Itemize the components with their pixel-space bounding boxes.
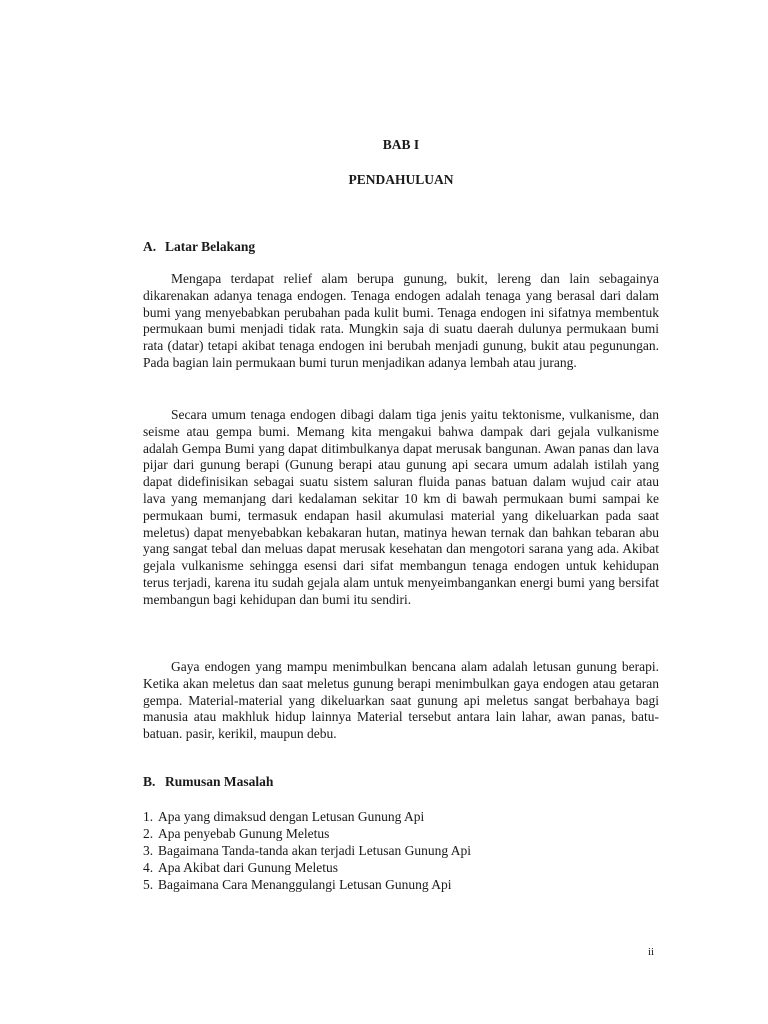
chapter-title: PENDAHULUAN — [348, 172, 454, 187]
list-text: Bagaimana Tanda-tanda akan terjadi Letusan Gunung Api — [158, 843, 471, 858]
list-text: Apa yang dimaksud dengan Letusan Gunung Api — [158, 809, 425, 824]
list-item — [143, 859, 659, 876]
list-number: 4. — [143, 860, 154, 875]
paragraph: Secara umum tenaga endogen dibagi dalam tiga jenis yaitu tektonisme, vulkanisme, dan seisme atau gempa bumi. Memang kita mengakui bahwa dampak dari gejala vulkanisme adalah Gempa Bumi yang dapat ditimbulkanya dapat merusak bangunan. Awan panas dan lava pijar dari gunung berapi (Gunung berapi atau gunung api secara umum adalah istilah yang dapat didefinisikan sebagai suatu sistem saluran fluida panas batuan dalam wujud cair atau lava yang memanjang dari kedalaman sekitar 10 km di bawah permukaan bumi sampai ke permukaan bumi, termasuk endapan hasil akumulasi material yang dikeluarkan pada saat meletus) dapat menyebabkan kebakaran hutan, matinya hewan ternak dan bahkan tebaran abu yang sangat tebal dan meluas dapat merusak kesehatan dan mengotori sarana yang ada. Akibat gejala vulkanisme sehingga esensi dari sifat membangun tenaga endogen untuk kehidupan terus terjadi, karena itu sudah gejala alam untuk menyeimbangankan energi bumi yang bersifat membangun bagi kehidupan dan bumi itu sendiri. — [143, 407, 659, 607]
list-number: 5. — [143, 877, 154, 892]
list-number: 2. — [143, 826, 154, 841]
section-title: Latar Belakang — [165, 239, 256, 254]
list-number: 1. — [143, 809, 154, 824]
section-letter: A. — [143, 239, 157, 254]
problem-list — [143, 808, 659, 893]
chapter-number: BAB I — [382, 137, 420, 152]
list-text: Bagaimana Cara Menanggulangi Letusan Gunung Api — [158, 877, 452, 892]
section-letter: B. — [143, 774, 156, 789]
list-item — [143, 842, 659, 859]
section-title: Rumusan Masalah — [165, 774, 274, 789]
list-text: Apa Akibat dari Gunung Meletus — [158, 860, 338, 875]
paragraph: Gaya endogen yang mampu menimbulkan bencana alam adalah letusan gunung berapi. Ketika akan meletus dan saat meletus gunung berapi menimbulkan gaya endogen atau getaran gempa. Material-material yang dikeluarkan saat gunung api meletus sangat berbahaya bagi manusia atau makhluk hidup lainnya Material tersebut antara lain lahar, awan panas, batu-batuan. pasir, kerikil, maupun debu. — [143, 659, 659, 742]
list-text: Apa penyebab Gunung Meletus — [158, 826, 330, 841]
section-heading-rumusan-masalah — [143, 774, 659, 790]
list-item — [143, 825, 659, 842]
list-number: 3. — [143, 843, 154, 858]
paragraph: Mengapa terdapat relief alam berupa gunung, bukit, lereng dan lain sebagainya dikarenakan adanya tenaga endogen. Tenaga endogen adalah tenaga yang berasal dari dalam bumi yang menyebabkan perubahan pada kulit bumi. Tenaga endogen ini sifatnya membentuk permukaan bumi menjadi tidak rata. Mungkin saja di suatu daerah dulunya permukaan bumi rata (datar) tetapi akibat tenaga endogen ini berubah menjadi gunung, bukit atau pegunungan. Pada bagian lain permukaan bumi turun menjadikan adanya lembah atau jurang. — [143, 271, 659, 370]
list-item — [143, 808, 659, 825]
page-number: ii — [648, 946, 655, 958]
section-heading-latar-belakang — [143, 239, 659, 255]
list-item — [143, 876, 659, 893]
